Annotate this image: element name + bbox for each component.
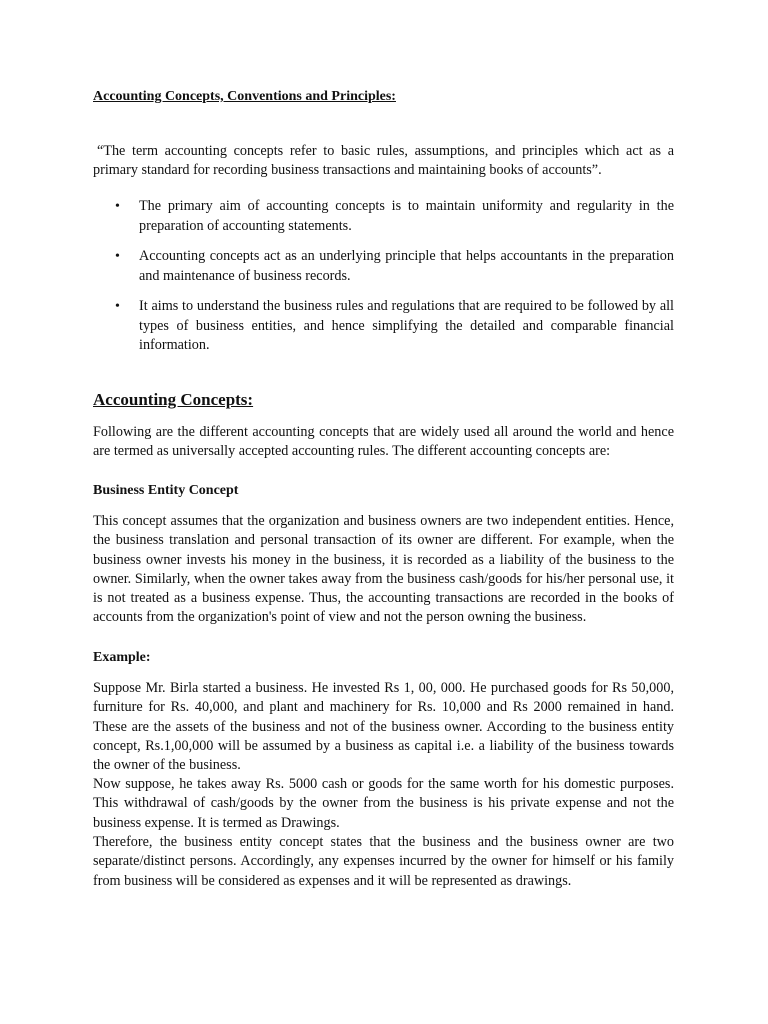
section-title: Accounting Concepts, Conventions and Principles: [93,89,396,104]
entity-concept-heading: Business Entity Concept [93,483,239,498]
bullet-item [93,297,674,356]
bullet-list [93,197,674,367]
bullet-dot-icon: • [115,299,120,314]
concepts-intro: Following are the different accounting concepts that are widely used all around the world and hence are termed as universally accepted accounting rules. The different accounting concepts are: [93,424,674,460]
example-paragraph-1: Suppose Mr. Birla started a business. He invested Rs 1, 00, 000. He purchased goods for Rs 50,000, furniture for Rs. 40,000, and plant and machinery for Rs. 10,000 and Rs 2000 remained in hand. These are the assets of the business and not of the business owner. According to the business entity concept, Rs.1,00,000 will be assumed by a business as capital i.e. a liability of the business towards the owner of the business. [93,680,674,774]
bullet-item [93,197,674,236]
bullet-text: Accounting concepts act as an underlying principle that helps accountants in the preparation and maintenance of business records. [139,248,674,284]
bullet-dot-icon: • [115,199,120,214]
entity-concept-paragraph: This concept assumes that the organization and business owners are two independent entities. Hence, the business translation and personal transaction of its owner are different. For example, when the business owner invests his money in the business, it is recorded as a liability of the business to the owner. Similarly, when the owner takes away from the business cash/goods for his/her personal use, it is not treated as a business expense. Thus, the accounting transactions are recorded in the books of accounts from the organization's point of view and not the person owning the business. [93,513,674,626]
example-paragraph-3: Therefore, the business entity concept states that the business and the business owner are two separate/distinct persons. Accordingly, any expenses incurred by the owner for himself or his family from business will be considered as expenses and it will be represented as drawings. [93,834,674,889]
bullet-text: The primary aim of accounting concepts is to maintain uniformity and regularity in the preparation of accounting statements. [139,198,674,234]
intro-quote: “The term accounting concepts refer to basic rules, assumptions, and principles which act as a primary standard for recording business transactions and maintaining books of accounts”. [93,143,674,179]
example-label: Example: [93,650,151,665]
example-paragraph-2: Now suppose, he takes away Rs. 5000 cash or goods for the same worth for his domestic purposes. This withdrawal of cash/goods by the owner from the business is his private expense and not the business expense. It is termed as Drawings. [93,776,674,831]
bullet-dot-icon: • [115,249,120,264]
bullet-text: It aims to understand the business rules and regulations that are required to be followed by all types of business entities, and hence simplifying the detailed and comparable financial information. [139,298,674,353]
concepts-heading: Accounting Concepts: [93,390,254,409]
bullet-item [93,247,674,286]
